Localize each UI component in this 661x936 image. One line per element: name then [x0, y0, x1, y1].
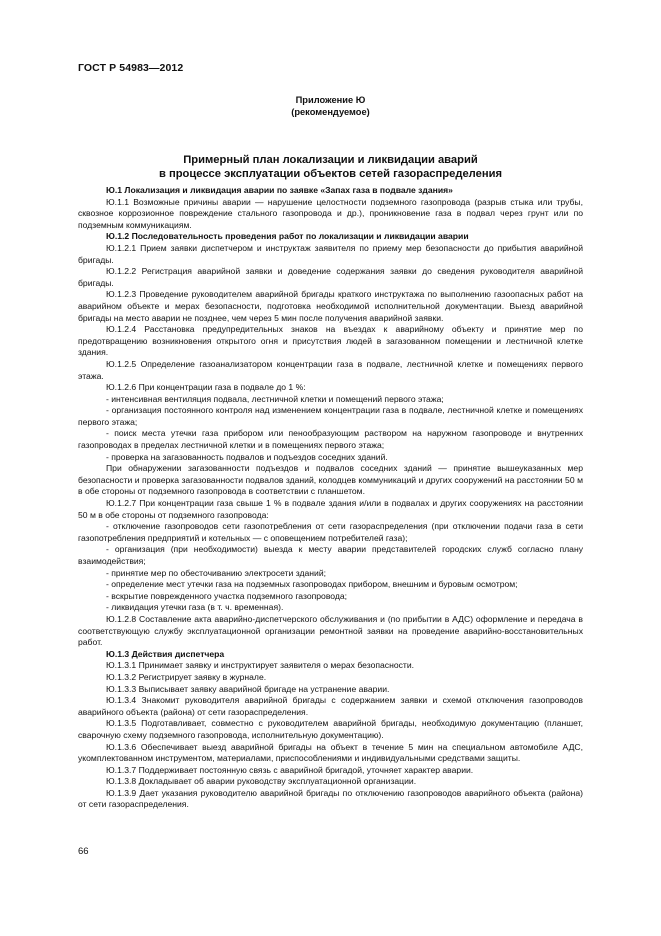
- paragraph: Ю.1.3.7 Поддерживает постоянную связь с аварийной бригадой, уточняет характер аварии.: [106, 764, 474, 775]
- paragraph: Ю.1.2.4 Расстановка предупредительных знаков на въездах к аварийному объекту и принятие мер по предотвращению возникновения открытого огня и присутствия людей в загазованном помещении и лестничной клетке здания.: [78, 324, 583, 358]
- paragraph: При обнаружении загазованности подъездов и подвалов соседних зданий — принятие вышеуказанных мер безопасности и проверка загазованности подвалов зданий, колодцев коммуникаций и других сооружений на расстоянии 50 м в обе стороны от подземного газопровода в соответствии с планшетом.: [78, 463, 583, 497]
- section-heading: Ю.1 Локализация и ликвидация аварии по заявке «Запах газа в подвале здания»: [106, 185, 453, 195]
- paragraph: Ю.1.2.2 Регистрация аварийной заявки и доведение содержания заявки до сведения руководителя аварийной бригады.: [78, 266, 583, 288]
- paragraph: Ю.1.2.3 Проведение руководителем аварийной бригады краткого инструктажа по выполнению газоопасных работ на аварийном объекте и мерах безопасности, подготовка необходимой исполнительной документации. Выезд аварийной бригады на место аварии не позднее, чем через 5 мин после получения аварийной заявки.: [78, 289, 583, 323]
- paragraph: - организация (при необходимости) выезда к месту аварии представителей городских служб согласно плану взаимодействия;: [78, 544, 583, 566]
- paragraph: - интенсивная вентиляция подвала, лестничной клетки и помещений первого этажа;: [106, 393, 444, 404]
- paragraph: - определение мест утечки газа на подземных газопроводах прибором, внешним и буровым осмотром;: [106, 579, 518, 590]
- paragraph: - принятие мер по обесточиванию электросети зданий;: [106, 567, 327, 578]
- appendix-title: Приложение Ю: [295, 95, 366, 105]
- paragraph: - вскрытие поврежденного участка подземного газопровода;: [106, 590, 348, 601]
- section-heading: Ю.1.2 Последовательность проведения работ по локализации и ликвидации аварии: [106, 231, 469, 242]
- paragraph: Ю.1.3.3 Выписывает заявку аварийной бригаде на устранение аварии.: [106, 683, 390, 694]
- paragraph: - организация постоянного контроля над изменением концентрации газа в подвале, лестничной клетке и помещениях первого этажа;: [78, 405, 583, 427]
- paragraph: Ю.1.3.9 Дает указания руководителю аварийной бригады по отключению газопроводов аварийного объекта (района) от сети газораспределения.: [78, 787, 583, 810]
- paragraph: Ю.1.2.1 Прием заявки диспетчером и инструктаж заявителя по приему мер безопасности до прибытия аварийной бригады.: [78, 242, 583, 265]
- standard-code-header: ГОСТ Р 54983—2012: [78, 62, 184, 74]
- title-line-1: Примерный план локализации и ликвидации аварий: [183, 154, 478, 166]
- section-heading: Ю.1.3 Действия диспетчера: [106, 648, 225, 659]
- document-body: [78, 185, 583, 811]
- paragraph: Ю.1.2.6 При концентрации газа в подвале до 1 %:: [106, 382, 306, 393]
- paragraph: - ликвидация утечки газа (в т. ч. временная).: [106, 602, 284, 613]
- page-number: 66: [78, 846, 89, 857]
- paragraph: Ю.1.3.2 Регистрирует заявку в журнале.: [106, 671, 267, 682]
- paragraph: Ю.1.3.8 Докладывает об аварии руководству эксплуатационной организации.: [106, 776, 417, 787]
- title-line-2: в процессе эксплуатации объектов сетей газораспределения: [158, 167, 503, 180]
- paragraph: - поиск места утечки газа прибором или пенообразующим раствором на наружном газопроводе и внутренних газопроводах в пределах лестничной клетки и в помещениях первого этажа;: [78, 428, 583, 451]
- paragraph: Ю.1.1 Возможные причины аварии — нарушение целостности подземного газопровода (разрыв стыка или трубы, сквозное коррозионное повреждение стального газопровода и др.), проникновение газа в подвал через грунт или по подземным коммуникациям.: [78, 196, 583, 230]
- paragraph: - проверка на загазованность подвалов и подъездов соседних зданий.: [106, 451, 388, 462]
- appendix-subtitle: (рекомендуемое): [291, 106, 370, 117]
- paragraph: Ю.1.3.4 Знакомит руководителя аварийной бригады с содержанием заявки и схемой отключения газопроводов аварийного объекта (района) от сети газораспределения.: [78, 695, 583, 717]
- paragraph: Ю.1.3.1 Принимает заявку и инструктирует заявителя о мерах безопасности.: [106, 660, 415, 671]
- paragraph: - отключение газопроводов сети газопотребления от сети газораспределения (при отключении подачи газа в сети газопотребления предприятий и котельных — с оповещением потребителей газа);: [78, 521, 583, 543]
- document-title: [78, 154, 583, 181]
- paragraph: Ю.1.3.5 Подготавливает, совместно с руководителем аварийной бригады, необходимую документацию (планшет, сварочную схему подземного газопровода, исполнительную документацию).: [78, 718, 583, 740]
- paragraph: Ю.1.2.5 Определение газоанализатором концентрации газа в подвале, лестничной клетке и помещениях первого этажа.: [78, 358, 583, 381]
- paragraph: Ю.1.3.6 Обеспечивает выезд аварийной бригады на объект в течение 5 мин на специальном автомобиле АДС, укомплектованном инструментом, материалами, приспособлениями и индивидуальными средствами защиты.: [78, 741, 583, 764]
- paragraph: Ю.1.2.7 При концентрации газа свыше 1 % в подвале здания и/или в подвалах и других сооружениях на расстоянии 50 м в обе стороны от подземного газопровода:: [78, 498, 583, 520]
- appendix-heading: [78, 95, 583, 118]
- paragraph: Ю.1.2.8 Составление акта аварийно-диспетчерского обслуживания и (по прибытии в АДС) оформление и передача в соответствующую службу эксплуатационной организации ремонтной заявки на проведение аварийно-восстановительных работ.: [78, 613, 583, 648]
